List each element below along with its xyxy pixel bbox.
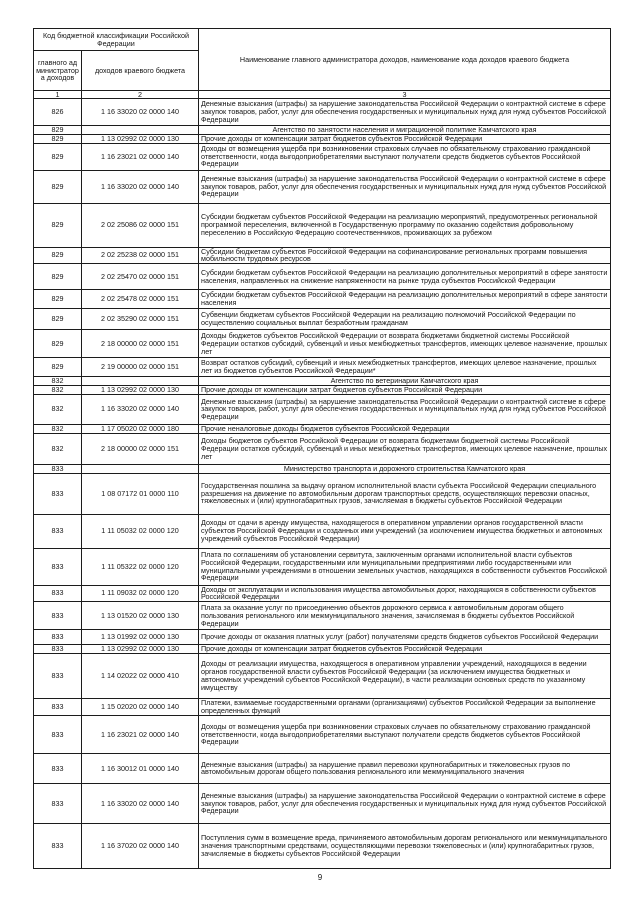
admin-code-cell: 832	[34, 385, 82, 394]
revenue-codes-table	[33, 28, 611, 869]
admin-code-cell: 833	[34, 514, 82, 548]
admin-code-cell: 833	[34, 464, 82, 473]
name-cell: Доходы от сдачи в аренду имущества, находящегося в оперативном управлении органов государственной власти субъектов Российской Федерации и созданных ими учреждений (за исключением имущества бюджетных и автономных учреждений субъектов Российской Федерации)	[199, 514, 611, 548]
admin-code-cell: 833	[34, 473, 82, 514]
admin-code-cell: 833	[34, 585, 82, 602]
revenue-code-cell: 1 11 05032 02 0000 120	[82, 514, 199, 548]
name-cell: Плата за оказание услуг по присоединению объектов дорожного сервиса к автомобильным дорогам общего пользования регионального или межмуниципального значения, зачисляемая в бюджеты субъектов Российской Федерации	[199, 602, 611, 630]
name-cell: Платежи, взимаемые государственными органами (организациями) субъектов Российской Федерации за выполнение определенных функций	[199, 698, 611, 715]
header-name: Наименование главного администратора доходов, наименование кода доходов краевого бюджета	[199, 29, 611, 91]
table-row	[34, 358, 611, 377]
revenue-code-cell: 1 13 01520 02 0000 130	[82, 602, 199, 630]
name-cell: Денежные взыскания (штрафы) за нарушение законодательства Российской Федерации о контрактной системе в сфере закупок товаров, работ, услуг для обеспечения государственных и муниципальных нужд для нужд субъектов Российской Федерации	[199, 170, 611, 203]
admin-code-cell: 829	[34, 203, 82, 247]
admin-code-cell: 833	[34, 653, 82, 698]
table-row	[34, 433, 611, 464]
table-row	[34, 170, 611, 203]
revenue-code-cell: 1 13 01992 02 0000 130	[82, 630, 199, 645]
revenue-code-cell: 1 08 07172 01 0000 110	[82, 473, 199, 514]
table-row	[34, 473, 611, 514]
admin-code-cell: 832	[34, 394, 82, 424]
revenue-code-cell: 2 02 35290 02 0000 151	[82, 309, 199, 330]
section-row	[34, 464, 611, 473]
table-row	[34, 602, 611, 630]
name-cell: Доходы от возмещения ущерба при возникновении страховых случаев по обязательному страхованию гражданской ответственности, когда выгодоприобретателями выступают получатели средств бюджетов субъектов Российской Федерации	[199, 715, 611, 753]
revenue-code-cell: 1 17 05020 02 0000 180	[82, 424, 199, 433]
admin-code-cell: 829	[34, 143, 82, 170]
name-cell: Доходы бюджетов субъектов Российской Федерации от возврата бюджетами бюджетной системы Российской Федерации остатков субсидий, субвенций и иных межбюджетных трансфертов, имеющих целевое назначение, прошлых лет	[199, 433, 611, 464]
table-row	[34, 548, 611, 585]
name-cell: Денежные взыскания (штрафы) за нарушение законодательства Российской Федерации о контрактной системе в сфере закупок товаров, работ, услуг для обеспечения государственных и муниципальных нужд для нужд субъектов Российской Федерации	[199, 783, 611, 823]
revenue-code-cell: 1 14 02022 02 0000 410	[82, 653, 199, 698]
revenue-code-cell: 1 16 30012 01 0000 140	[82, 753, 199, 783]
admin-code-cell: 833	[34, 630, 82, 645]
section-title-cell: Агентство по занятости населения и миграционной политике Камчатского края	[199, 126, 611, 135]
column-number: 2	[82, 91, 199, 99]
revenue-code-cell: 1 11 05322 02 0000 120	[82, 548, 199, 585]
revenue-code-cell: 1 13 02992 02 0000 130	[82, 134, 199, 143]
table-row	[34, 585, 611, 602]
table-row	[34, 783, 611, 823]
admin-code-cell: 833	[34, 602, 82, 630]
revenue-code-cell: 2 02 25086 02 0000 151	[82, 203, 199, 247]
revenue-code-cell: 2 02 25238 02 0000 151	[82, 247, 199, 264]
table-row	[34, 514, 611, 548]
revenue-code-cell: 2 19 00000 02 0000 151	[82, 358, 199, 377]
revenue-code-cell	[82, 126, 199, 135]
admin-code-cell: 829	[34, 264, 82, 290]
table-row	[34, 653, 611, 698]
admin-code-cell: 833	[34, 753, 82, 783]
admin-code-cell: 829	[34, 134, 82, 143]
table-row	[34, 753, 611, 783]
admin-code-cell: 826	[34, 99, 82, 126]
table-row	[34, 394, 611, 424]
section-title-cell: Агентство по ветеринарии Камчатского края	[199, 377, 611, 386]
admin-code-cell: 833	[34, 783, 82, 823]
column-number: 3	[199, 91, 611, 99]
admin-code-cell: 829	[34, 290, 82, 309]
page-number: 9	[317, 873, 323, 882]
table-body	[34, 99, 611, 869]
table-row	[34, 645, 611, 654]
admin-code-cell: 833	[34, 645, 82, 654]
admin-code-cell: 829	[34, 170, 82, 203]
table-header	[34, 29, 611, 99]
table-row	[34, 424, 611, 433]
name-cell: Субвенции бюджетам субъектов Российской Федерации на реализацию полномочий Российской Федерации по осуществлению социальных выплат безработным гражданам	[199, 309, 611, 330]
name-cell: Доходы бюджетов субъектов Российской Федерации от возврата бюджетами бюджетной системы Российской Федерации остатков субсидий, субвенций и иных межбюджетных трансфертов, имеющих целевое назначение, прошлых лет	[199, 330, 611, 358]
table-row	[34, 203, 611, 247]
name-cell: Прочие доходы от оказания платных услуг (работ) получателями средств бюджетов субъектов Российской Федерации	[199, 630, 611, 645]
revenue-code-cell: 1 16 37020 02 0000 140	[82, 823, 199, 868]
revenue-code-cell: 2 18 00000 02 0000 151	[82, 433, 199, 464]
header-code-group: Код бюджетной классификации Российской Федерации	[34, 29, 199, 51]
revenue-code-cell: 1 16 33020 02 0000 140	[82, 783, 199, 823]
revenue-code-cell	[82, 464, 199, 473]
name-cell: Денежные взыскания (штрафы) за нарушение правил перевозки крупногабаритных и тяжеловесных грузов по автомобильным дорогам общего пользования регионального или межмуниципального значения	[199, 753, 611, 783]
name-cell: Государственная пошлина за выдачу органом исполнительной власти субъекта Российской Федерации специального разрешения на движение по автомобильным дорогам транспортных средств, осуществляющих перевозки опасных, тяжеловесных и (или) крупногабаритных грузов, зачисляемая в бюджеты субъектов Российской Федерации	[199, 473, 611, 514]
admin-code-cell: 829	[34, 126, 82, 135]
table-row	[34, 385, 611, 394]
table-row	[34, 143, 611, 170]
admin-code-cell: 829	[34, 330, 82, 358]
revenue-code-cell: 1 16 23021 02 0000 140	[82, 715, 199, 753]
table-row	[34, 134, 611, 143]
name-cell: Поступления сумм в возмещение вреда, причиняемого автомобильным дорогам регионального или межмуниципального значения транспортными средствами, осуществляющими перевозки тяжеловесных и (или) крупногабаритных грузов, зачисляемые в бюджеты субъектов Российской Федерации	[199, 823, 611, 868]
name-cell: Субсидии бюджетам субъектов Российской Федерации на реализацию дополнительных мероприятий в сфере занятости населения	[199, 290, 611, 309]
revenue-code-cell: 1 11 09032 02 0000 120	[82, 585, 199, 602]
name-cell: Прочие неналоговые доходы бюджетов субъектов Российской Федерации	[199, 424, 611, 433]
name-cell: Плата по соглашениям об установлении сервитута, заключенным органами исполнительной власти субъектов Российской Федерации, государственными или муниципальными предприятиями либо государственными или муниципальными учреждениями в отношении земельных участков, находящихся в собственности субъектов Российской Федерации	[199, 548, 611, 585]
admin-code-cell: 832	[34, 424, 82, 433]
section-row	[34, 126, 611, 135]
column-number: 1	[34, 91, 82, 99]
table-row	[34, 630, 611, 645]
admin-code-cell: 832	[34, 377, 82, 386]
revenue-code-cell: 2 02 25478 02 0000 151	[82, 290, 199, 309]
name-cell: Субсидии бюджетам субъектов Российской Федерации на реализацию дополнительных мероприятий в сфере занятости населения, направленных на снижение напряженности на рынке труда субъектов Российской Федерации	[199, 264, 611, 290]
name-cell: Денежные взыскания (штрафы) за нарушение законодательства Российской Федерации о контрактной системе в сфере закупок товаров, работ, услуг для обеспечения государственных и муниципальных нужд для нужд субъектов Российской Федерации	[199, 394, 611, 424]
admin-code-cell: 829	[34, 309, 82, 330]
section-title-cell: Министерство транспорта и дорожного строительства Камчатского края	[199, 464, 611, 473]
admin-code-cell: 833	[34, 548, 82, 585]
table-row	[34, 290, 611, 309]
revenue-code-cell: 1 13 02992 02 0000 130	[82, 385, 199, 394]
name-cell: Прочие доходы от компенсации затрат бюджетов субъектов Российской Федерации	[199, 385, 611, 394]
admin-code-cell: 833	[34, 715, 82, 753]
table-row	[34, 264, 611, 290]
name-cell: Прочие доходы от компенсации затрат бюджетов субъектов Российской Федерации	[199, 645, 611, 654]
revenue-code-cell: 1 13 02992 02 0000 130	[82, 645, 199, 654]
revenue-code-cell: 1 15 02020 02 0000 140	[82, 698, 199, 715]
revenue-code-cell: 1 16 33020 02 0000 140	[82, 394, 199, 424]
admin-code-cell: 829	[34, 247, 82, 264]
name-cell: Доходы от эксплуатации и использования имущества автомобильных дорог, находящихся в собственности субъектов Российской Федерации	[199, 585, 611, 602]
revenue-code-cell: 1 16 23021 02 0000 140	[82, 143, 199, 170]
name-cell: Субсидии бюджетам субъектов Российской Федерации на реализацию мероприятий, предусмотренных региональной программой переселения, включенной в Государственную программу по оказанию содействия добровольному переселению в Российскую Федерацию соотечественников, проживающих за рубежом	[199, 203, 611, 247]
admin-code-cell: 829	[34, 358, 82, 377]
name-cell: Доходы от возмещения ущерба при возникновении страховых случаев по обязательному страхованию гражданской ответственности, когда выгодоприобретателями выступают получатели средств бюджетов субъектов Российской Федерации	[199, 143, 611, 170]
revenue-code-cell: 2 18 00000 02 0000 151	[82, 330, 199, 358]
name-cell: Возврат остатков субсидий, субвенций и иных межбюджетных трансфертов, имеющих целевое назначение, прошлых лет из бюджетов субъектов Российской Федерации*	[199, 358, 611, 377]
table-row	[34, 247, 611, 264]
name-cell: Прочие доходы от компенсации затрат бюджетов субъектов Российской Федерации	[199, 134, 611, 143]
table-row	[34, 823, 611, 868]
name-cell: Денежные взыскания (штрафы) за нарушение законодательства Российской Федерации о контрактной системе в сфере закупок товаров, работ, услуг для обеспечения государственных и муниципальных нужд для нужд субъектов Российской Федерации	[199, 99, 611, 126]
admin-code-cell: 833	[34, 823, 82, 868]
table-row	[34, 99, 611, 126]
header-revenue-code: доходов краевого бюджета	[82, 51, 199, 91]
revenue-code-cell: 1 16 33020 02 0000 140	[82, 99, 199, 126]
name-cell: Доходы от реализации имущества, находящегося в оперативном управлении учреждений, находящихся в ведении органов государственной власти субъектов Российской Федерации (за исключением имущества бюджетных и автономных учреждений субъектов Российской Федерации), в части реализации основных средств по указанному имуществу	[199, 653, 611, 698]
table-row	[34, 330, 611, 358]
name-cell: Субсидии бюджетам субъектов Российской Федерации на софинансирование региональных программ повышения мобильности трудовых ресурсов	[199, 247, 611, 264]
revenue-code-cell: 1 16 33020 02 0000 140	[82, 170, 199, 203]
table-row	[34, 698, 611, 715]
admin-code-cell: 832	[34, 433, 82, 464]
table-row	[34, 309, 611, 330]
admin-code-cell: 833	[34, 698, 82, 715]
header-admin-code: главного администратора доходов	[34, 51, 82, 91]
revenue-code-cell: 2 02 25470 02 0000 151	[82, 264, 199, 290]
table-row	[34, 715, 611, 753]
